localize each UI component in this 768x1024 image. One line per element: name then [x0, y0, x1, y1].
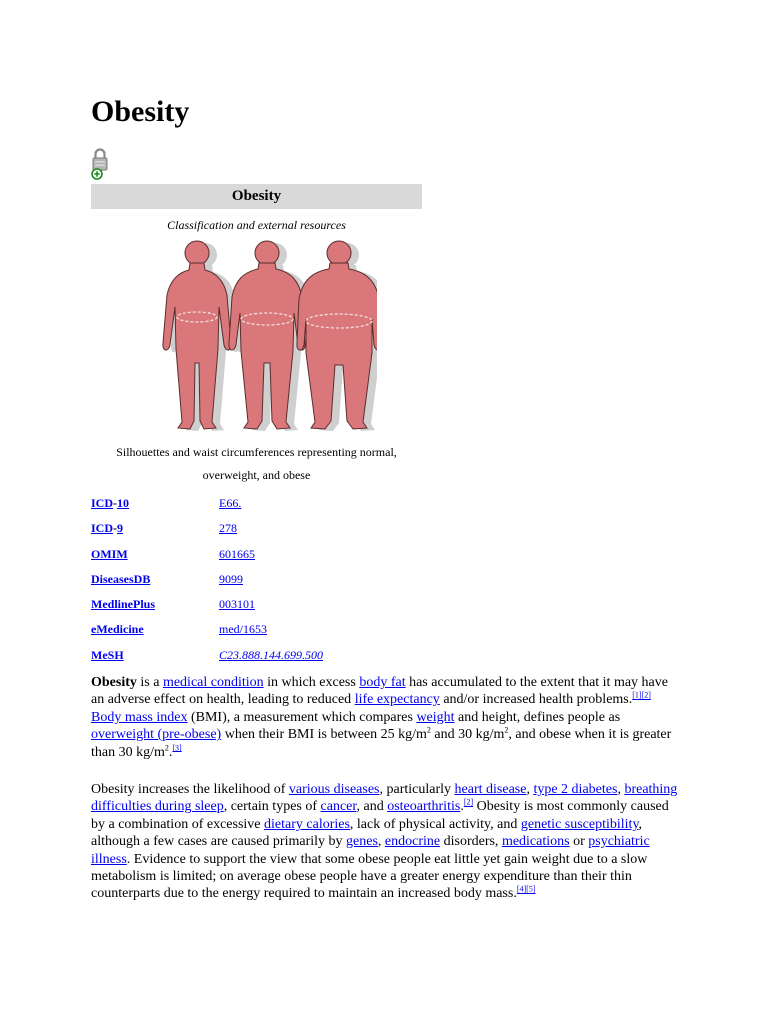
link-various-diseases[interactable]: various diseases	[288, 782, 380, 797]
text: , lack of physical activity, and	[349, 816, 521, 832]
figure-caption: Silhouettes and waist circumferences representing normal, overweight, and obese	[116, 445, 397, 482]
superscript: 2	[426, 725, 431, 735]
link-body-mass-index[interactable]: Body mass index	[91, 709, 188, 725]
code-value-medlineplus[interactable]: 003101	[219, 597, 255, 612]
icd-link[interactable]: ICD	[91, 521, 114, 536]
link-psychiatric-illness[interactable]: psychiatric illness	[91, 834, 650, 867]
text: , particularly	[379, 782, 455, 797]
text: , although a few cases are caused primarily by	[91, 816, 643, 850]
page-title: Obesity	[91, 95, 190, 128]
code-value-icd10[interactable]: E66.	[219, 496, 242, 510]
text: and/or increased health problems.	[439, 692, 633, 708]
lock-icon	[91, 146, 111, 180]
code-row-diseasesdb	[91, 567, 422, 592]
text: and height, defines people as	[454, 709, 621, 725]
code-value-mesh[interactable]: C23.888.144.699.500	[219, 647, 324, 662]
code-value-omim[interactable]: 601665	[219, 546, 255, 561]
link-genetic-susceptibility[interactable]: genetic susceptibility	[520, 816, 639, 832]
citation-ref[interactable]: [4][5]	[516, 884, 536, 894]
link-osteoarthritis[interactable]: osteoarthritis	[387, 799, 461, 815]
link-body-fat[interactable]: body fat	[359, 675, 406, 690]
plus-circle-icon	[92, 169, 102, 179]
code-key-omim[interactable]: OMIM	[91, 546, 128, 561]
icd10-link[interactable]: 10	[117, 496, 130, 510]
code-key-diseasesdb[interactable]: DiseasesDB	[91, 571, 151, 586]
text: ,	[617, 782, 625, 797]
text: .	[460, 799, 464, 815]
link-medications[interactable]: medications	[501, 834, 570, 850]
link-genes[interactable]: genes	[346, 834, 378, 850]
code-row-medlineplus	[91, 592, 422, 617]
code-row-emedicine	[91, 617, 422, 642]
code-value-icd9[interactable]: 278	[219, 521, 237, 536]
term-bold: Obesity	[91, 675, 137, 690]
citation-ref[interactable]: [1][2]	[632, 690, 651, 700]
silhouettes-image	[137, 239, 377, 435]
code-value-emedicine[interactable]: med/1653	[219, 622, 267, 637]
lock-badge[interactable]	[91, 146, 111, 180]
link-breathing-difficulties[interactable]: breathing difficulties during sleep	[91, 782, 678, 815]
icd-link[interactable]: ICD	[91, 496, 114, 510]
text: ,	[377, 834, 385, 850]
link-overweight[interactable]: overweight (pre-obese)	[91, 727, 222, 743]
code-key-icd10	[91, 491, 129, 516]
link-dietary-calories[interactable]: dietary calories	[264, 816, 350, 832]
link-type-2-diabetes[interactable]: type 2 diabetes	[533, 782, 618, 797]
code-value-diseasesdb[interactable]: 9099	[219, 571, 243, 586]
text: is a	[136, 675, 163, 690]
text: or	[569, 834, 589, 850]
text: ,	[526, 782, 534, 797]
text: Obesity increases the likelihood of	[91, 782, 289, 797]
text: (BMI), a measurement which compares	[187, 709, 417, 725]
code-key-mesh[interactable]: MeSH	[91, 647, 124, 662]
code-key-emedicine[interactable]: eMedicine	[91, 622, 144, 637]
text: has accumulated to the extent that it may have an adverse effect on health, leading to reduced	[91, 675, 668, 708]
text: and 30 kg/m	[430, 727, 505, 743]
text: Obesity is most commonly caused by a combination of excessive	[91, 799, 669, 832]
link-life-expectancy[interactable]: life expectancy	[354, 692, 440, 708]
superscript: 2	[504, 725, 509, 735]
infobox-subtitle: Classification and external resources	[167, 218, 346, 232]
text: in which excess	[263, 675, 360, 690]
text: .	[168, 744, 173, 760]
infobox	[91, 184, 422, 668]
superscript: 2	[164, 742, 169, 752]
infobox-header: Obesity	[91, 184, 422, 209]
link-medical-condition[interactable]: medical condition	[162, 675, 264, 690]
intro-paragraph	[91, 674, 681, 761]
link-cancer[interactable]: cancer	[320, 799, 357, 815]
code-row-omim	[91, 542, 422, 567]
citation-ref[interactable]: [2]	[463, 797, 474, 807]
code-row-icd10	[91, 491, 422, 516]
codes-table	[91, 491, 422, 668]
text: disorders,	[440, 834, 502, 850]
text: . Evidence to support the view that some obese people eat little yet gain weight due to a slow metabolism is limited; on average obese people have a greater energy expenditure than their thin counterparts due to the energy required to maintain an increased body mass.	[91, 851, 648, 902]
text: , and	[356, 799, 388, 815]
code-separator: -	[113, 496, 118, 510]
icd9-link[interactable]: 9	[117, 521, 124, 536]
text: when their BMI is between 25 kg/m	[221, 727, 427, 743]
causes-paragraph	[91, 781, 681, 903]
text: , and obese when it is greater than 30 kg/m	[91, 727, 672, 760]
citation-ref[interactable]: [3]	[172, 742, 182, 752]
code-separator: -	[113, 521, 118, 536]
code-key-medlineplus[interactable]: MedlinePlus	[91, 597, 156, 612]
code-row-mesh	[91, 643, 422, 668]
link-endocrine[interactable]: endocrine	[384, 834, 441, 850]
link-heart-disease[interactable]: heart disease	[454, 782, 527, 797]
code-key-icd9	[91, 516, 123, 541]
text: , certain types of	[223, 799, 321, 815]
code-row-icd9	[91, 516, 422, 541]
link-weight[interactable]: weight	[416, 709, 455, 725]
